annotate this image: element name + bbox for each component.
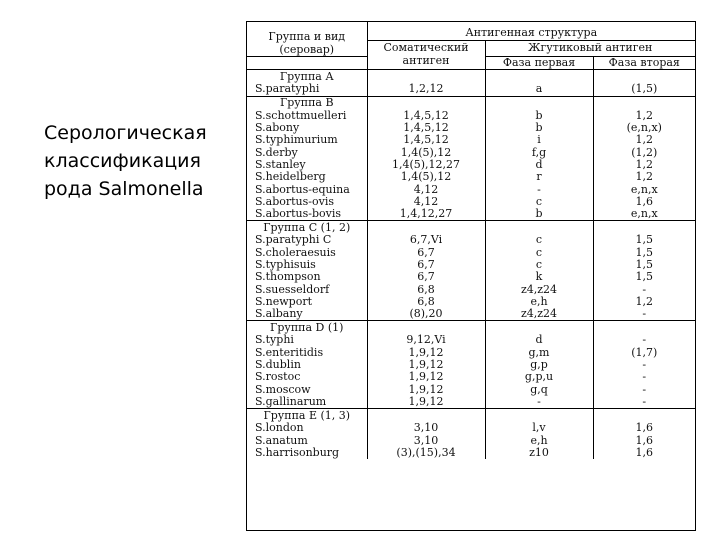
somatic-antigen: 1,9,12 <box>367 384 485 396</box>
flagellar-phase1: b <box>485 122 593 134</box>
somatic-antigen: 1,4,5,12 <box>367 134 485 146</box>
header-somatic <box>367 41 485 70</box>
group-header-row <box>247 70 695 84</box>
flagellar-phase2: - <box>593 334 695 346</box>
flagellar-phase1: g,p <box>485 359 593 371</box>
flagellar-phase2: 1,2 <box>593 110 695 122</box>
flagellar-phase2: 1,5 <box>593 271 695 283</box>
table-row <box>247 334 695 346</box>
flagellar-phase1: f,g <box>485 146 593 158</box>
table-row <box>247 434 695 446</box>
somatic-antigen: 6,7 <box>367 259 485 271</box>
flagellar-phase2: 1,5 <box>593 259 695 271</box>
flagellar-phase1: c <box>485 247 593 259</box>
serovar-name: S.choleraesuis <box>255 246 336 259</box>
side-title <box>44 119 236 203</box>
group-name: Группа С (1, 2) <box>247 221 367 235</box>
flagellar-phase2: 1,5 <box>593 234 695 246</box>
serovar-name: S.stanley <box>255 158 306 171</box>
table-row <box>247 110 695 122</box>
somatic-antigen: 6,8 <box>367 283 485 295</box>
table-row <box>247 183 695 195</box>
flagellar-phase1: - <box>485 183 593 195</box>
table-row <box>247 259 695 271</box>
group-header-row <box>247 96 695 110</box>
serovar-name: S.typhimurium <box>255 134 338 147</box>
serovar-name: S.harrisonburg <box>255 446 340 459</box>
table-row <box>247 271 695 283</box>
flagellar-phase1: a <box>485 83 593 96</box>
flagellar-phase2: - <box>593 359 695 371</box>
header-flagellar: Жгутиковый антиген <box>485 41 695 57</box>
flagellar-phase2: 1,6 <box>593 434 695 446</box>
flagellar-phase1: b <box>485 208 593 221</box>
serovar-name: S.rostoc <box>255 371 301 384</box>
serovar-name: S.abony <box>255 121 300 135</box>
table-row <box>247 196 695 208</box>
flagellar-phase2: - <box>593 396 695 409</box>
somatic-antigen: 1,9,12 <box>367 347 485 359</box>
table-row <box>247 171 695 183</box>
table-row <box>247 234 695 246</box>
somatic-antigen: 1,4,5,12 <box>367 122 485 134</box>
flagellar-phase1: k <box>485 271 593 283</box>
header-group-line-1: Группа и вид <box>268 30 346 43</box>
serovar-name: S.schottmuelleri <box>255 109 347 122</box>
serovar-name: S.london <box>255 422 304 435</box>
group-header-row <box>247 321 695 335</box>
serovar-name: S.dublin <box>255 358 301 372</box>
serovar-name: S.abortus-ovis <box>255 195 334 208</box>
table-row <box>247 208 695 221</box>
table-row <box>247 396 695 409</box>
header-phase2: Фаза вторая <box>593 57 695 70</box>
side-title-line-2: классификация <box>44 150 201 172</box>
flagellar-phase2: 1,6 <box>593 447 695 459</box>
flagellar-phase2: (1,5) <box>593 83 695 96</box>
somatic-antigen: (3),(15),34 <box>367 447 485 459</box>
table-row <box>247 134 695 146</box>
somatic-antigen: 3,10 <box>367 434 485 446</box>
flagellar-phase2: 1,2 <box>593 296 695 308</box>
flagellar-phase1: r <box>485 171 593 183</box>
table-row <box>247 384 695 396</box>
serovar-name: S.heidelberg <box>255 171 326 184</box>
flagellar-phase2: 1,6 <box>593 196 695 208</box>
header-somatic-line-1: Соматический <box>383 41 469 54</box>
somatic-antigen: 1,4,5,12 <box>367 110 485 122</box>
flagellar-phase2: 1,2 <box>593 134 695 146</box>
flagellar-phase2: 1,2 <box>593 171 695 183</box>
flagellar-phase1: e,h <box>485 296 593 308</box>
flagellar-phase1: g,p,u <box>485 371 593 383</box>
table-row <box>247 159 695 171</box>
somatic-antigen: 1,4(5),12 <box>367 171 485 183</box>
serovar-name: S.newport <box>255 295 312 308</box>
flagellar-phase2: (1,7) <box>593 347 695 359</box>
somatic-antigen: 1,4(5),12,27 <box>367 159 485 171</box>
table-row <box>247 122 695 134</box>
group-name: Группа Е (1, 3) <box>247 409 367 423</box>
flagellar-phase1: g,m <box>485 347 593 359</box>
group-name: Группа D (1) <box>247 321 367 335</box>
somatic-antigen: 1,9,12 <box>367 371 485 383</box>
somatic-antigen: 1,4(5),12 <box>367 146 485 158</box>
flagellar-phase2: - <box>593 283 695 295</box>
somatic-antigen: 6,8 <box>367 296 485 308</box>
flagellar-phase2: - <box>593 308 695 321</box>
flagellar-phase1: g,q <box>485 384 593 396</box>
flagellar-phase1: c <box>485 196 593 208</box>
table-row <box>247 371 695 383</box>
flagellar-phase1: e,h <box>485 434 593 446</box>
flagellar-phase2: (e,n,x) <box>593 122 695 134</box>
side-title-line-3: рода Salmonella <box>44 178 204 200</box>
somatic-antigen: 1,4,12,27 <box>367 208 485 221</box>
table-row <box>247 422 695 434</box>
table-row <box>247 296 695 308</box>
flagellar-phase1: c <box>485 234 593 246</box>
flagellar-phase1: c <box>485 259 593 271</box>
serovar-name: S.typhisuis <box>255 258 316 271</box>
side-title-line-1: Серологическая <box>44 122 207 144</box>
group-name: Группа А <box>247 70 367 84</box>
serovar-name: S.derby <box>255 146 298 159</box>
table-row <box>247 359 695 371</box>
flagellar-phase1: d <box>485 334 593 346</box>
serovar-name: S.enteritidis <box>255 346 324 359</box>
somatic-antigen: 4,12 <box>367 183 485 195</box>
group-header-row <box>247 221 695 235</box>
flagellar-phase2: e,n,x <box>593 183 695 195</box>
somatic-antigen: 6,7,Vi <box>367 234 485 246</box>
serovar-name: S.paratyphi <box>255 83 320 96</box>
flagellar-phase2: - <box>593 384 695 396</box>
flagellar-phase2: 1,6 <box>593 422 695 434</box>
table-row <box>247 83 695 96</box>
flagellar-phase1: l,v <box>485 422 593 434</box>
flagellar-phase1: z4,z24 <box>485 308 593 321</box>
header-group-line-2: (серовар) <box>279 43 335 56</box>
header-somatic-line-2: антиген <box>402 54 450 67</box>
header-antigen-structure: Антигенная структура <box>367 22 695 41</box>
flagellar-phase1: i <box>485 134 593 146</box>
table-row <box>247 146 695 158</box>
table-row <box>247 283 695 295</box>
table-row <box>247 347 695 359</box>
somatic-antigen: 4,12 <box>367 196 485 208</box>
group-name: Группа В <box>247 96 367 110</box>
somatic-antigen: 6,7 <box>367 247 485 259</box>
somatic-antigen: 9,12,Vi <box>367 334 485 346</box>
flagellar-phase1: b <box>485 110 593 122</box>
somatic-antigen: 1,9,12 <box>367 359 485 371</box>
group-header-row <box>247 409 695 423</box>
somatic-antigen: 6,7 <box>367 271 485 283</box>
flagellar-phase2: e,n,x <box>593 208 695 221</box>
serovar-name: S.abortus-bovis <box>255 207 342 221</box>
somatic-antigen: 3,10 <box>367 422 485 434</box>
table-row <box>247 247 695 259</box>
serovar-name: S.gallinarum <box>255 395 327 408</box>
table-row <box>247 447 695 459</box>
salmonella-classification-table <box>246 21 696 531</box>
serovar-name: S.suesseldorf <box>255 283 330 296</box>
serovar-name: S.albany <box>255 308 303 321</box>
serovar-name: S.paratyphi C <box>255 234 332 247</box>
flagellar-phase2: (1,2) <box>593 146 695 158</box>
header-group-column <box>247 22 367 57</box>
table-row <box>247 308 695 321</box>
flagellar-phase2: - <box>593 371 695 383</box>
somatic-antigen: 1,2,12 <box>367 83 485 96</box>
serovar-name: S.anatum <box>255 434 308 447</box>
serovar-name: S.abortus-equina <box>255 183 350 196</box>
flagellar-phase1: - <box>485 396 593 409</box>
serovar-name: S.thompson <box>255 271 321 284</box>
serovar-name: S.moscow <box>255 383 311 396</box>
serovar-name: S.typhi <box>255 334 294 347</box>
flagellar-phase1: d <box>485 159 593 171</box>
flagellar-phase1: z10 <box>485 447 593 459</box>
flagellar-phase2: 1,5 <box>593 247 695 259</box>
flagellar-phase2: 1,2 <box>593 159 695 171</box>
somatic-antigen: 1,9,12 <box>367 396 485 409</box>
header-phase1: Фаза первая <box>485 57 593 70</box>
somatic-antigen: (8),20 <box>367 308 485 321</box>
flagellar-phase1: z4,z24 <box>485 283 593 295</box>
